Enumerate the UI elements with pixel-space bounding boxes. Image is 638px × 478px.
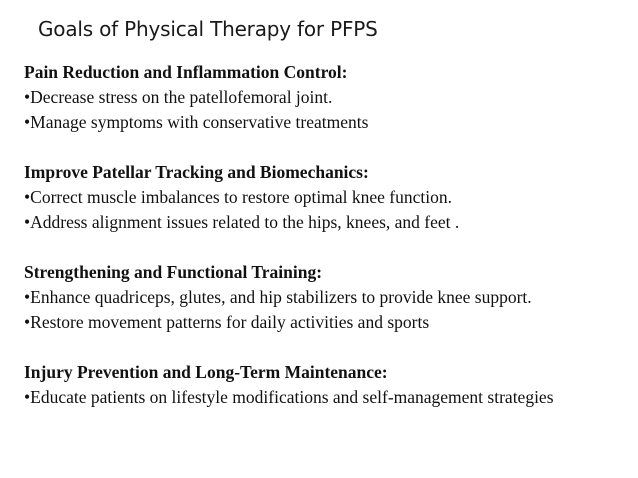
bullet-glyph: • bbox=[24, 187, 31, 207]
bullet-glyph: • bbox=[24, 87, 31, 107]
bullet-list bbox=[24, 185, 628, 235]
bullet-item bbox=[24, 385, 628, 410]
bullet-glyph: • bbox=[24, 387, 31, 407]
bullet-item bbox=[24, 110, 628, 135]
bullet-item bbox=[24, 185, 628, 210]
bullet-list bbox=[24, 85, 628, 135]
bullet-text: Restore movement patterns for daily activities and sports bbox=[30, 312, 430, 332]
bullet-item bbox=[24, 210, 628, 235]
bullet-glyph: • bbox=[24, 287, 31, 307]
slide-title: Goals of Physical Therapy for PFPS bbox=[38, 17, 378, 41]
section-pain-reduction bbox=[24, 60, 628, 135]
bullet-text: Enhance quadriceps, glutes, and hip stabilizers to provide knee support. bbox=[30, 287, 532, 307]
bullet-list bbox=[24, 285, 628, 335]
section-injury-prevention bbox=[24, 360, 628, 410]
bullet-glyph: • bbox=[24, 212, 31, 232]
section-heading: Injury Prevention and Long-Term Maintenance: bbox=[24, 362, 388, 382]
bullet-text: Manage symptoms with conservative treatments bbox=[30, 112, 369, 132]
bullet-text: Correct muscle imbalances to restore optimal knee function. bbox=[30, 187, 452, 207]
bullet-item bbox=[24, 310, 628, 335]
section-heading: Pain Reduction and Inflammation Control: bbox=[24, 62, 348, 82]
section-heading: Improve Patellar Tracking and Biomechanics: bbox=[24, 162, 369, 182]
bullet-list bbox=[24, 385, 628, 410]
slide-content bbox=[24, 60, 628, 410]
bullet-text: Educate patients on lifestyle modifications and self-management strategies bbox=[30, 387, 554, 407]
bullet-item bbox=[24, 85, 628, 110]
section-heading: Strengthening and Functional Training: bbox=[24, 262, 323, 282]
bullet-glyph: • bbox=[24, 312, 31, 332]
bullet-text: Address alignment issues related to the hips, knees, and feet . bbox=[30, 212, 460, 232]
bullet-text: Decrease stress on the patellofemoral joint. bbox=[30, 87, 333, 107]
bullet-item bbox=[24, 285, 628, 310]
bullet-glyph: • bbox=[24, 112, 31, 132]
section-patellar-tracking bbox=[24, 160, 628, 235]
section-strengthening bbox=[24, 260, 628, 335]
